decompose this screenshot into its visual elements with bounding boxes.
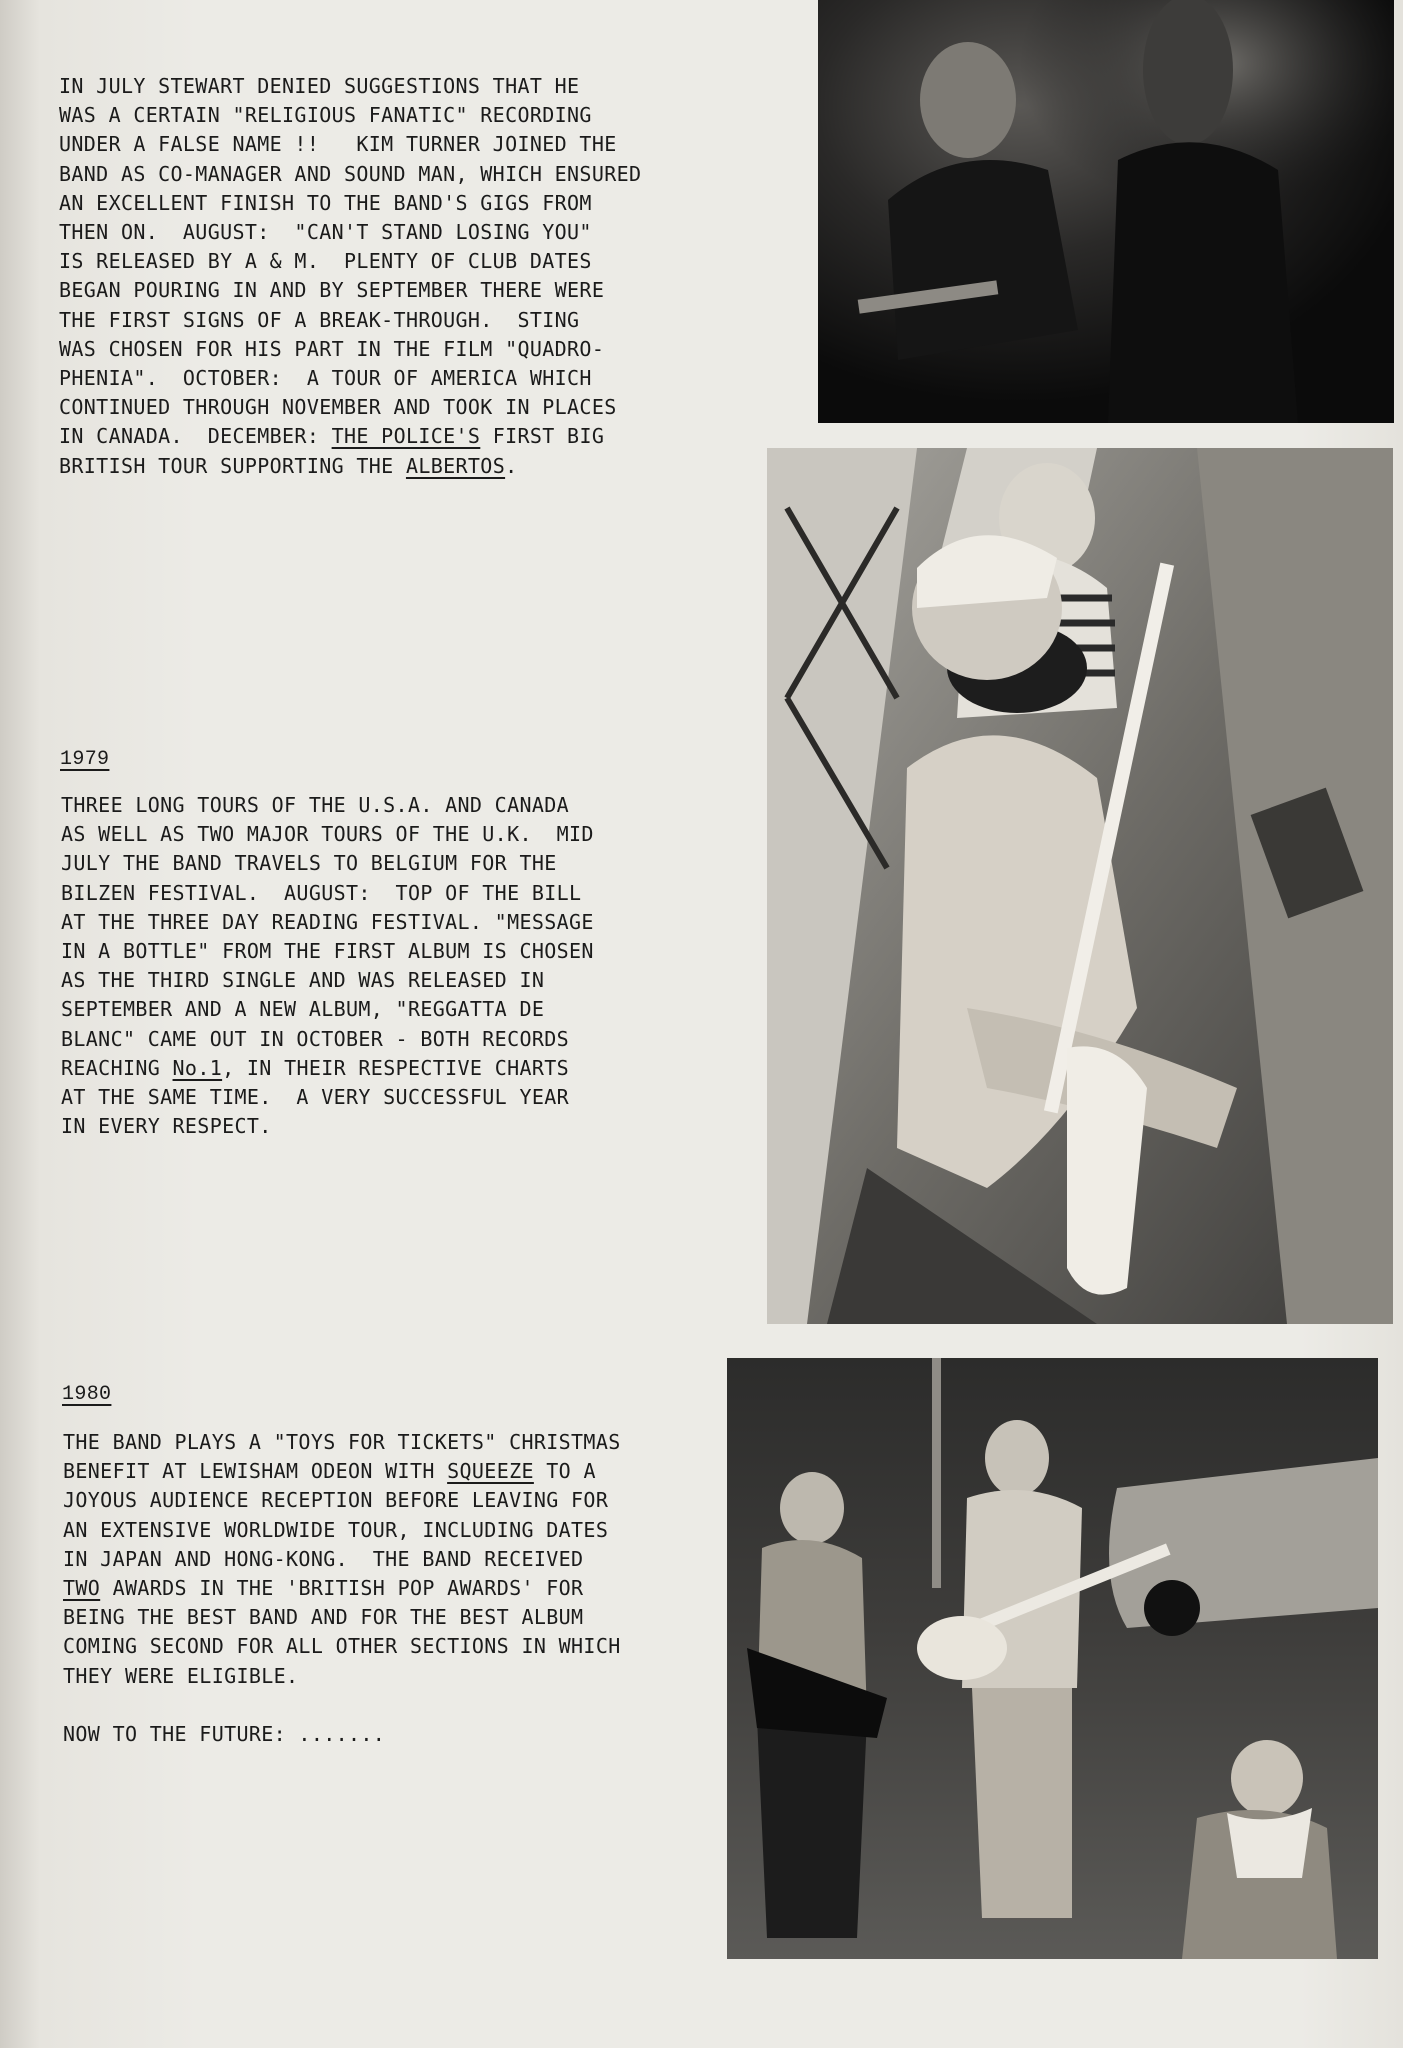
- photo-band-on-stage: [818, 0, 1394, 423]
- text-segment: IN JAPAN AND HONG-KONG. THE BAND RECEIVED: [63, 1546, 584, 1571]
- text-segment: WAS A CERTAIN "RELIGIOUS FANATIC" RECORDING: [59, 103, 592, 128]
- text-line: [63, 1634, 621, 1658]
- text-segment: BENEFIT AT LEWISHAM ODEON WITH: [63, 1459, 448, 1484]
- text-segment: UNDER A FALSE NAME !! KIM TURNER JOINED THE: [59, 132, 617, 157]
- text-line: [61, 939, 594, 963]
- text-line: [59, 424, 604, 448]
- photo-band-outdoors-with-car: [727, 1358, 1378, 1959]
- text-line: [63, 1459, 596, 1483]
- underlined-text: THE POLICE'S: [331, 424, 481, 449]
- text-line: [59, 454, 518, 478]
- text-line: [59, 395, 617, 419]
- text-line: [59, 249, 592, 273]
- text-segment: THEY WERE ELIGIBLE.: [63, 1663, 299, 1688]
- text-segment: TO A: [533, 1459, 596, 1484]
- text-line: [63, 1488, 608, 1512]
- text-segment: FIRST BIG: [480, 424, 605, 449]
- text-line: [63, 1664, 298, 1688]
- text-segment: REACHING: [61, 1055, 173, 1080]
- text-line: [63, 1722, 385, 1746]
- text-segment: IS RELEASED BY A & M. PLENTY OF CLUB DATES: [59, 249, 592, 274]
- text-line: [59, 191, 592, 215]
- text-segment: WAS CHOSEN FOR HIS PART IN THE FILM "QUADRO-: [59, 336, 605, 361]
- underlined-text: TWO: [63, 1576, 101, 1601]
- text-segment: BEGAN POURING IN AND BY SEPTEMBER THERE WERE: [59, 278, 605, 303]
- text-segment: PHENIA". OCTOBER: A TOUR OF AMERICA WHICH: [59, 366, 592, 391]
- text-line: [61, 1056, 569, 1080]
- year-heading-1979: 1979: [60, 748, 110, 771]
- text-segment: THE BAND PLAYS A "TOYS FOR TICKETS" CHRISTMAS: [63, 1430, 621, 1454]
- text-segment: AT THE SAME TIME. A VERY SUCCESSFUL YEAR: [61, 1085, 570, 1110]
- text-segment: IN CANADA. DECEMBER:: [59, 424, 332, 449]
- text-line: [61, 851, 557, 875]
- underlined-text: No.1: [172, 1055, 223, 1080]
- text-segment: , IN THEIR RESPECTIVE CHARTS: [222, 1055, 570, 1080]
- text-line: [61, 997, 544, 1021]
- text-segment: AN EXCELLENT FINISH TO THE BAND'S GIGS FROM: [59, 190, 592, 215]
- text-segment: AS THE THIRD SINGLE AND WAS RELEASED IN: [61, 968, 545, 993]
- text-segment: NOW TO THE FUTURE: .......: [63, 1722, 386, 1747]
- text-line: [59, 162, 641, 186]
- text-segment: SEPTEMBER AND A NEW ALBUM, "REGGATTA DE: [61, 997, 545, 1022]
- text-line: [59, 308, 579, 332]
- text-segment: AN EXTENSIVE WORLDWIDE TOUR, INCLUDING DATES: [63, 1517, 609, 1542]
- text-segment: IN EVERY RESPECT.: [61, 1114, 272, 1139]
- text-line: [61, 881, 581, 905]
- text-line: [59, 337, 604, 361]
- underlined-text: SQUEEZE: [447, 1459, 534, 1484]
- text-line: [61, 910, 594, 934]
- text-section-1980: [63, 1428, 621, 1749]
- text-segment: BEING THE BEST BAND AND FOR THE BEST ALBUM: [63, 1605, 584, 1630]
- text-line: [63, 1547, 583, 1571]
- text-segment: BLANC" CAME OUT IN OCTOBER - BOTH RECORDS: [61, 1026, 570, 1051]
- text-line: [59, 74, 579, 98]
- text-line: [59, 220, 592, 244]
- text-line: [59, 366, 592, 390]
- text-line: [63, 1605, 583, 1629]
- underlined-text: ALBERTOS: [405, 453, 506, 478]
- text-segment: IN A BOTTLE" FROM THE FIRST ALBUM IS CHOSEN: [61, 939, 594, 964]
- text-segment: AWARDS IN THE 'BRITISH POP AWARDS' FOR: [100, 1576, 584, 1601]
- text-segment: .: [505, 453, 518, 478]
- text-line: [63, 1518, 608, 1542]
- text-segment: THE FIRST SIGNS OF A BREAK-THROUGH. STING: [59, 307, 580, 332]
- text-segment: JULY THE BAND TRAVELS TO BELGIUM FOR THE: [61, 851, 557, 876]
- text-segment: THEN ON. AUGUST: "CAN'T STAND LOSING YOU": [59, 220, 592, 245]
- text-line: [59, 132, 617, 156]
- text-segment: THREE LONG TOURS OF THE U.S.A. AND CANADA: [61, 793, 570, 817]
- text-segment: AS WELL AS TWO MAJOR TOURS OF THE U.K. MID: [61, 822, 594, 847]
- text-section-1979: [61, 791, 594, 1141]
- text-section-1977-78: [59, 72, 641, 481]
- text-segment: JOYOUS AUDIENCE RECEPTION BEFORE LEAVING FOR: [63, 1488, 609, 1513]
- year-heading-1980: 1980: [62, 1383, 112, 1406]
- text-line: [61, 1085, 569, 1109]
- text-line: [59, 278, 604, 302]
- text-line: [61, 793, 569, 817]
- text-line: [61, 968, 544, 992]
- text-segment: COMING SECOND FOR ALL OTHER SECTIONS IN WHICH: [63, 1634, 621, 1659]
- text-line: [61, 822, 594, 846]
- text-segment: BRITISH TOUR SUPPORTING THE: [59, 453, 406, 478]
- text-line: [63, 1430, 621, 1454]
- text-segment: IN JULY STEWART DENIED SUGGESTIONS THAT HE: [59, 74, 580, 98]
- text-line: [61, 1114, 272, 1138]
- text-segment: CONTINUED THROUGH NOVEMBER AND TOOK IN PLACES: [59, 395, 617, 420]
- text-line: [59, 103, 592, 127]
- text-line: [63, 1576, 583, 1600]
- text-segment: BILZEN FESTIVAL. AUGUST: TOP OF THE BILL: [61, 880, 582, 905]
- photo-bassist-on-scaffold: [767, 448, 1393, 1324]
- text-segment: AT THE THREE DAY READING FESTIVAL. "MESSAGE: [61, 909, 594, 934]
- text-segment: BAND AS CO-MANAGER AND SOUND MAN, WHICH ENSURED: [59, 161, 642, 186]
- text-line: [61, 1027, 569, 1051]
